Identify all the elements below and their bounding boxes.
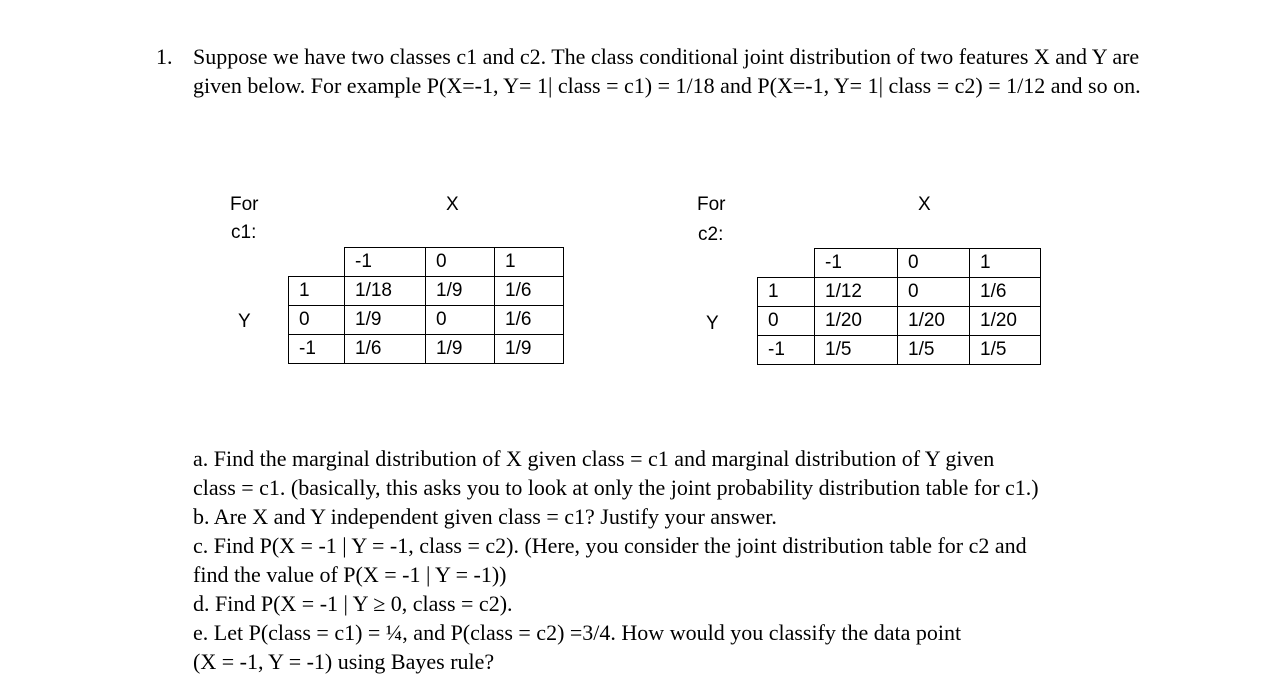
y-header-cell: 0 [758,307,815,336]
c2-y-label: Y [706,313,719,334]
prob-cell: 1/20 [815,307,898,336]
x-header-cell: 1 [495,248,564,277]
x-header-cell: 1 [970,249,1041,278]
prob-cell: 1/9 [426,277,495,306]
part-a-line-2: class = c1. (basically, this asks you to look at only the joint probability distribution table for c1.) [193,475,1039,500]
prob-cell: 1/9 [495,335,564,364]
table-row [758,307,1041,336]
prob-cell: 1/12 [815,278,898,307]
prob-cell: 1/9 [345,306,426,335]
table-row [758,336,1041,365]
x-header-cell: 0 [426,248,495,277]
prob-cell: 1/20 [970,307,1041,336]
part-d: d. Find P(X = -1 | Y ≥ 0, class = c2). [193,591,513,616]
y-header-cell: -1 [758,336,815,365]
prob-cell: 0 [426,306,495,335]
question-number: 1. [156,44,173,69]
c1-y-label: Y [238,311,251,332]
part-e-line-1: e. Let P(class = c1) = ¼, and P(class = c2) =3/4. How would you classify the data point [193,620,962,645]
table-row [289,306,564,335]
y-header-cell: 1 [289,277,345,306]
c2-joint-table [757,248,1041,365]
part-a-line-1: a. Find the marginal distribution of X given class = c1 and marginal distribution of Y given [193,446,995,471]
table-row [289,335,564,364]
prob-cell: 1/5 [970,336,1041,365]
c2-class-label: c2: [698,224,724,245]
part-b: b. Are X and Y independent given class = c1? Justify your answer. [193,504,777,529]
c1-class-label: c1: [231,222,257,243]
c1-for-label: For [230,194,259,215]
prob-cell: 1/9 [426,335,495,364]
c2-x-label: X [918,194,931,215]
y-header-cell: 0 [289,306,345,335]
y-header-cell: 1 [758,278,815,307]
table-header-row [758,249,1041,278]
table-row [289,277,564,306]
prob-cell: 1/5 [898,336,970,365]
prob-cell: 1/6 [970,278,1041,307]
prob-cell: 1/6 [345,335,426,364]
prob-cell: 1/20 [898,307,970,336]
prob-cell: 1/18 [345,277,426,306]
part-e-line-2: (X = -1, Y = -1) using Bayes rule? [193,649,495,674]
sub-questions [193,444,1183,676]
x-header-cell: -1 [345,248,426,277]
c2-for-label: For [697,194,726,215]
prob-cell: 0 [898,278,970,307]
x-header-cell: 0 [898,249,970,278]
table-row [758,278,1041,307]
question-intro: Suppose we have two classes c1 and c2. The class conditional joint distribution of two features X and Y are given below. For example P(X=-1, Y= 1| class = c1) = 1/18 and P(X=-1, Y= 1| class = c2) = 1/12 and so on. [193,44,1141,98]
c1-joint-table [288,247,564,364]
x-header-cell: -1 [815,249,898,278]
table-corner [289,248,345,277]
part-c-line-1: c. Find P(X = -1 | Y = -1, class = c2). (Here, you consider the joint distribution table for c2 and [193,533,1027,558]
prob-cell: 1/6 [495,277,564,306]
table-corner [758,249,815,278]
c1-x-label: X [446,194,459,215]
prob-cell: 1/6 [495,306,564,335]
prob-cell: 1/5 [815,336,898,365]
y-header-cell: -1 [289,335,345,364]
table-header-row [289,248,564,277]
part-c-line-2: find the value of P(X = -1 | Y = -1)) [193,562,507,587]
